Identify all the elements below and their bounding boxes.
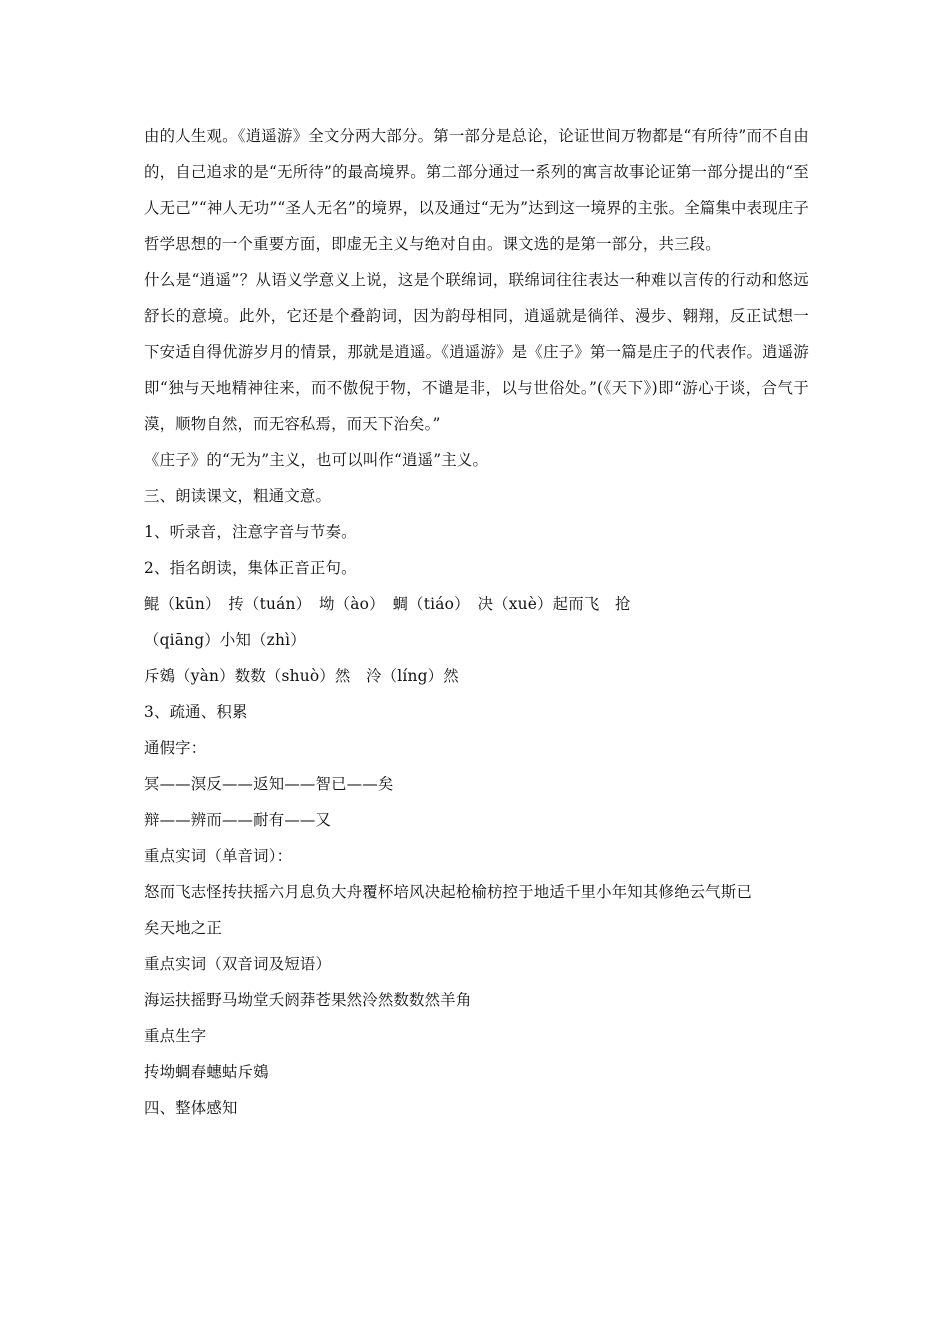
shengzi-label: 重点生字 <box>144 1027 207 1045</box>
xiaoyao-paragraph: 什么是“逍遥”？从语义学意义上说，这是个联绵词，联绵词往往表达一种难以言传的行动和悠远舒长的意境。此外，它还是个叠韵词，因为韵母相同，逍遥就是徜徉、漫步、翱翔，反正试想一下安适自得优游岁月的情景，那就是逍遥。《逍遥游》是《庄子》第一篇是庄子的代表作。逍遥游即“独与天地精神往来，而不傲倪于物，不谴是非，以与世俗处。”(《天下》)即“游心于谈，合气于漠，顺物自然，而无容私焉，而天下治矣。” <box>144 271 809 433</box>
wuwei-line: 《庄子》的“无为”主义，也可以叫作“逍遥”主义。 <box>144 451 489 469</box>
shici-single-label: 重点实词（单音词）： <box>144 847 293 865</box>
pinyin-line-2: （qiāng）小知（zhì） <box>144 631 306 649</box>
shici-double-line: 海运扶摇野马坳堂夭阏莽苍果然泠然数数然羊角 <box>144 991 472 1009</box>
shici-double-label: 重点实词（双音词及短语） <box>144 955 332 973</box>
pinyin-line-1: 鲲（kūn） 抟（tuán） 坳（ào） 蜩（tiáo） 决（xuè）起而飞 抢 <box>144 595 631 613</box>
shici-single-line-2: 矣天地之正 <box>144 919 222 937</box>
section4-heading: 四、整体感知 <box>144 1099 238 1117</box>
step2-text: 2、指名朗读，集体正音正句。 <box>144 559 357 577</box>
shici-single-line-1: 怒而飞志怪抟扶摇六月息负大舟覆杯培风决起枪榆枋控于地适千里小年知其修绝云气斯已 <box>144 883 753 901</box>
section3-heading: 三、朗读课文，粗通文意。 <box>144 487 332 505</box>
tongjiazi-line-1: 冥——溟反——返知——智已——矣 <box>144 775 394 793</box>
step3-text: 3、疏通、积累 <box>144 703 248 721</box>
document-body <box>144 118 809 1126</box>
tongjiazi-label: 通假字： <box>144 739 207 757</box>
pinyin-line-3: 斥鴳（yàn）数数（shuò）然 泠（líng）然 <box>144 667 459 685</box>
step1-text: 1、听录音，注意字音与节奏。 <box>144 523 357 541</box>
intro-paragraph: 由的人生观。《逍遥游》全文分两大部分。第一部分是总论，论证世间万物都是“有所待”而不自由的，自己追求的是“无所待”的最高境界。第二部分通过一系列的寓言故事论证第一部分提出的“至人无己”“神人无功”“圣人无名”的境界，以及通过“无为”达到这一境界的主张。全篇集中表现庄子哲学思想的一个重要方面，即虚无主义与绝对自由。课文选的是第一部分，共三段。 <box>144 127 809 253</box>
tongjiazi-line-2: 辩——辨而——耐有——又 <box>144 811 332 829</box>
shengzi-line: 抟坳蜩春蟪蛄斥鴳 <box>144 1063 269 1081</box>
